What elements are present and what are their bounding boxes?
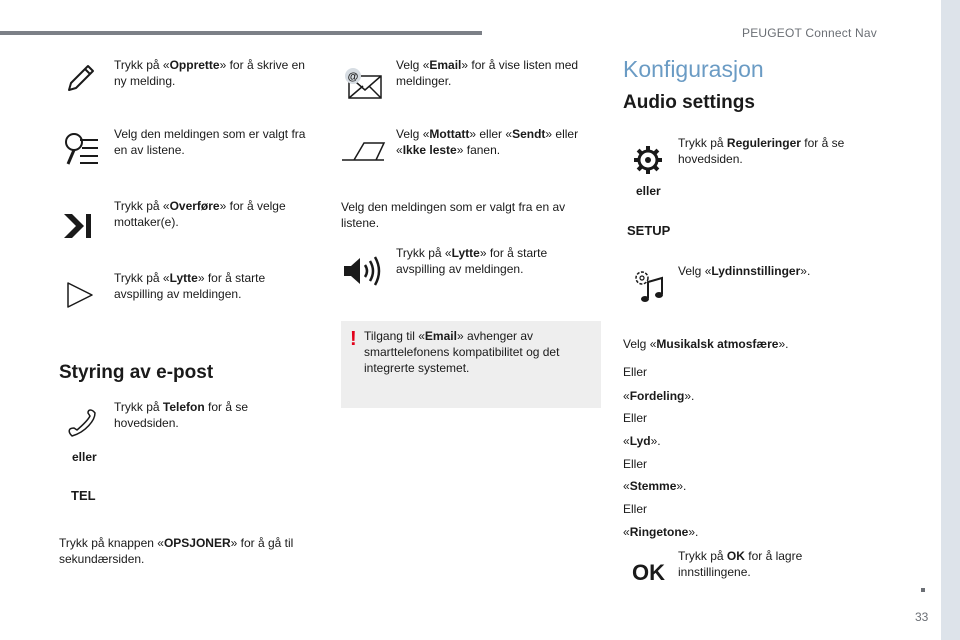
- step-tabs: Velg «Mottatt» eller «Sendt» eller «Ikke leste» fanen.: [396, 127, 579, 157]
- choice-item: Eller: [623, 411, 648, 425]
- choice-item: «Ringetone».: [623, 525, 699, 539]
- header-rule: [0, 31, 482, 35]
- note-text: Tilgang til «Email» avhenger av smarttelefonens kompatibilitet og det integrerte systemet.: [364, 329, 560, 375]
- step-create: Trykk på «Opprette» for å skrive en ny melding.: [114, 58, 305, 88]
- pencil-icon: [65, 62, 97, 94]
- svg-text:@: @: [347, 71, 359, 83]
- step-listen: Trykk på «Lytte» for å starte avspilling av meldingen.: [114, 271, 266, 301]
- choice-item: Eller: [623, 365, 648, 379]
- select-message-text: Velg den meldingen som er valgt fra en av listene.: [341, 200, 566, 230]
- or-label: eller: [72, 450, 97, 464]
- choice-item: «Stemme».: [623, 479, 687, 493]
- step-settings: Trykk på Reguleringer for å se hovedsiden.: [678, 136, 845, 166]
- page-marker-dot: [921, 588, 925, 592]
- play-icon: [66, 281, 94, 309]
- choice-item: «Fordeling».: [623, 389, 695, 403]
- tab-parallelogram-icon: [340, 140, 386, 162]
- email-heading: Styring av e-post: [59, 362, 214, 383]
- email-envelope-icon: [343, 66, 383, 100]
- step-select: Velg den meldingen som er valgt fra en av listene.: [114, 127, 306, 157]
- phone-handset-icon: [66, 408, 96, 438]
- setup-button-label: SETUP: [627, 223, 671, 238]
- step-listen-email: Trykk på «Lytte» for å starte avspilling av meldingen.: [396, 246, 548, 276]
- magnifier-list-icon: [62, 128, 102, 168]
- choice-item: «Lyd».: [623, 434, 661, 448]
- options-instruction: Trykk på knappen «OPSJONER» for å gå til sekundærsiden.: [59, 536, 294, 566]
- warning-mark: !: [350, 328, 357, 350]
- step-email: Velg «Email» for å vise listen med meldinger.: [396, 58, 579, 88]
- tel-button-label: TEL: [71, 488, 96, 503]
- choice-item: Velg «Musikalsk atmosfære».: [623, 337, 789, 351]
- choice-item: Eller: [623, 457, 648, 471]
- ok-button-label: OK: [632, 560, 665, 585]
- brand-header: PEUGEOT Connect Nav: [742, 26, 877, 40]
- page-side-strip: [941, 0, 960, 640]
- step-save: Trykk på OK for å lagre innstillingene.: [678, 549, 803, 579]
- step-sound-settings: Velg «Lydinnstillinger».: [678, 264, 811, 278]
- step-forward: Trykk på «Overføre» for å velge mottaker(e).: [114, 199, 286, 229]
- or-label: eller: [636, 184, 661, 198]
- forward-arrow-icon: [62, 210, 94, 242]
- settings-gear-icon: [634, 146, 662, 174]
- page-number: 33: [915, 610, 929, 624]
- section-title: Konfigurasjon: [623, 56, 764, 82]
- audio-settings-heading: Audio settings: [623, 92, 755, 113]
- gear-music-icon: [632, 268, 666, 304]
- choice-item: Eller: [623, 502, 648, 516]
- step-phone: Trykk på Telefon for å se hovedsiden.: [114, 400, 249, 430]
- speaker-icon: [342, 255, 382, 287]
